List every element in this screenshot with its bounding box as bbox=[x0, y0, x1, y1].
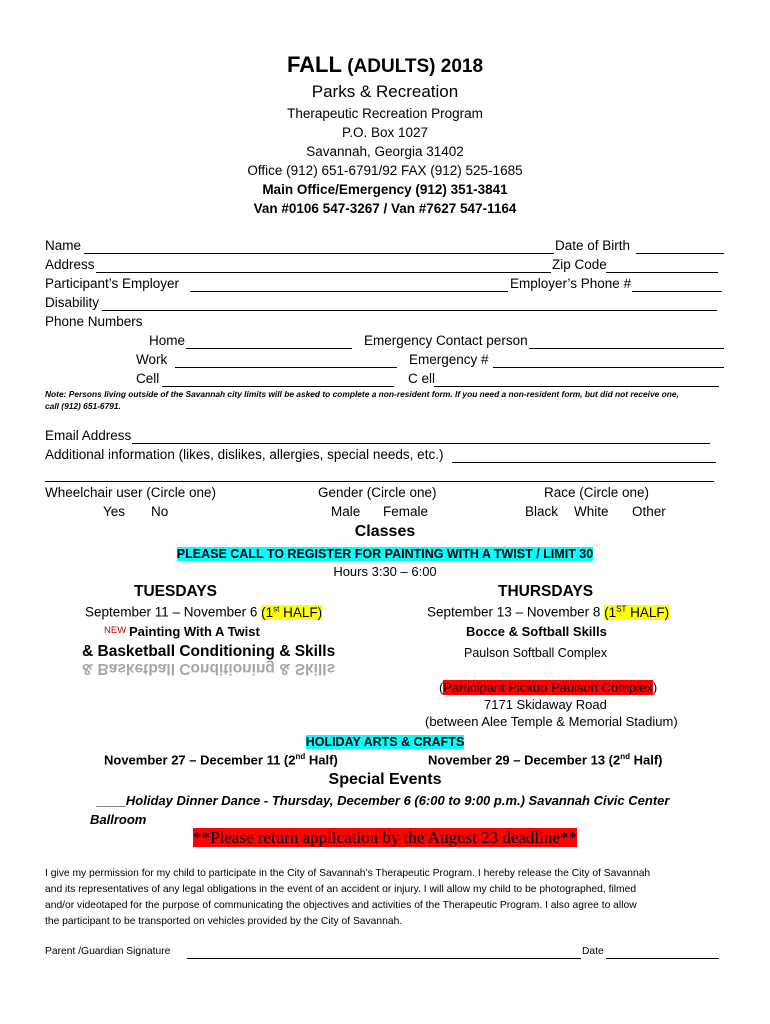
deadline-notice: **Please return application by the August 23 deadline** bbox=[193, 828, 577, 847]
office-phone: Office (912) 651-6791/92 FAX (912) 525-1685 bbox=[247, 163, 523, 178]
holiday-tuesday-dates: November 27 – December 11 (2nd Half) bbox=[104, 752, 338, 768]
name-label: Name bbox=[45, 238, 82, 253]
signature-date-field[interactable] bbox=[606, 958, 719, 959]
non-resident-note-phone: call (912) 651-6791. bbox=[45, 401, 121, 411]
wheelchair-yes[interactable]: Yes bbox=[103, 504, 126, 519]
emergency-number-field[interactable] bbox=[493, 367, 724, 368]
holiday-arts-heading: HOLIDAY ARTS & CRAFTS bbox=[305, 735, 465, 749]
new-badge: NEW bbox=[104, 625, 127, 636]
emergency-contact-label: Emergency Contact person bbox=[364, 333, 528, 348]
dinner-dance-event: ____Holiday Dinner Dance - Thursday, December 6 (6:00 to 9:00 p.m.) Savannah Civic Center bbox=[97, 793, 670, 808]
work-phone-label: Work bbox=[136, 352, 168, 367]
between-landmarks: (between Alee Temple & Memorial Stadium) bbox=[425, 714, 678, 729]
cell-phone-field[interactable] bbox=[162, 386, 394, 387]
first-half-badge: (1ST HALF) bbox=[604, 604, 670, 620]
non-resident-note: Note: Persons living outside of the Savannah city limits will be asked to complete a non-resident form. If you need a non-resident form, but did not receive one, bbox=[45, 389, 679, 399]
phone-numbers-label: Phone Numbers bbox=[45, 314, 143, 329]
cell-phone-label: Cell bbox=[136, 371, 160, 386]
employer-field[interactable] bbox=[190, 291, 508, 292]
employer-phone-label: Employer’s Phone # bbox=[510, 276, 632, 291]
basketball-conditioning-reflection: & Basketball Conditioning & Skills bbox=[82, 660, 336, 677]
disability-field[interactable] bbox=[102, 310, 717, 311]
paulson-complex: Paulson Softball Complex bbox=[464, 646, 608, 660]
emergency-cell-label: C ell bbox=[408, 371, 436, 386]
form-title: FALL (ADULTS) 2018 bbox=[286, 52, 484, 77]
emergency-phone: Main Office/Emergency (912) 351-3841 bbox=[262, 182, 508, 197]
zip-field[interactable] bbox=[606, 272, 718, 273]
first-half-badge: (1st HALF) bbox=[261, 604, 323, 620]
name-field[interactable] bbox=[84, 253, 554, 254]
wheelchair-label: Wheelchair user (Circle one) bbox=[45, 485, 217, 500]
email-field[interactable] bbox=[132, 443, 710, 444]
permission-line-1: I give my permission for my child to participate in the City of Savannah’s Therapeutic Program. I hereby release the City of Savannah bbox=[45, 868, 651, 879]
program-name: Therapeutic Recreation Program bbox=[287, 106, 483, 121]
emergency-contact-field[interactable] bbox=[529, 348, 724, 349]
wheelchair-no[interactable]: No bbox=[151, 504, 169, 519]
additional-info-line2[interactable] bbox=[45, 481, 714, 482]
thursdays-heading: THURSDAYS bbox=[498, 583, 594, 600]
address-field[interactable] bbox=[96, 272, 551, 273]
tuesdays-heading: TUESDAYS bbox=[134, 583, 217, 600]
zip-label: Zip Code bbox=[552, 257, 607, 272]
gender-female[interactable]: Female bbox=[383, 504, 429, 519]
permission-line-4: the participant to be transported on vehicles provided by the City of Savannah. bbox=[45, 916, 403, 927]
address-label: Address bbox=[45, 257, 95, 272]
holiday-thursday-dates: November 29 – December 13 (2nd Half) bbox=[428, 752, 663, 768]
basketball-conditioning: & Basketball Conditioning & Skills bbox=[82, 643, 336, 660]
additional-info-label: Additional information (likes, dislikes, allergies, special needs, etc.) bbox=[45, 447, 444, 462]
dob-field[interactable] bbox=[636, 253, 724, 254]
city-address: Savannah, Georgia 31402 bbox=[306, 144, 464, 159]
permission-line-2: and its representatives of any legal obligations in the event of an accident or injury. I will allow my child to be photographed, filmed bbox=[45, 884, 637, 895]
additional-info-field[interactable] bbox=[452, 462, 716, 463]
home-phone-label: Home bbox=[149, 333, 186, 348]
home-phone-field[interactable] bbox=[186, 348, 352, 349]
employer-phone-field[interactable] bbox=[632, 291, 722, 292]
bocce-softball: Bocce & Softball Skills bbox=[466, 624, 607, 639]
pickup-location: (Participant Pickup Paulson Complex) bbox=[439, 680, 658, 695]
painting-with-a-twist: Painting With A Twist bbox=[129, 624, 260, 639]
gender-label: Gender (Circle one) bbox=[318, 485, 437, 500]
race-white[interactable]: White bbox=[574, 504, 609, 519]
emergency-cell-field[interactable] bbox=[434, 386, 719, 387]
van-phones: Van #0106 547-3267 / Van #7627 547-1164 bbox=[253, 201, 517, 216]
emergency-number-label: Emergency # bbox=[409, 352, 489, 367]
employer-label: Participant’s Employer bbox=[45, 276, 180, 291]
gender-male[interactable]: Male bbox=[331, 504, 361, 519]
dob-label: Date of Birth bbox=[555, 238, 631, 253]
po-box: P.O. Box 1027 bbox=[341, 125, 429, 140]
tuesdays-dates: September 11 – November 6 (1st HALF) bbox=[85, 604, 323, 620]
classes-heading: Classes bbox=[354, 523, 416, 540]
email-label: Email Address bbox=[45, 428, 132, 443]
work-phone-field[interactable] bbox=[175, 367, 397, 368]
race-black[interactable]: Black bbox=[525, 504, 559, 519]
skidaway-address: 7171 Skidaway Road bbox=[484, 697, 607, 712]
permission-line-3: and/or videotaped for the purpose of communicating the objectives and activities of the Therapeutic Program. I also agree to allow bbox=[45, 900, 637, 911]
signature-date-label: Date bbox=[582, 946, 604, 957]
signature-label: Parent /Guardian Signature bbox=[45, 946, 171, 957]
signature-field[interactable] bbox=[187, 958, 581, 959]
class-hours: Hours 3:30 – 6:00 bbox=[333, 564, 437, 579]
painting-registration-notice: PLEASE CALL TO REGISTER FOR PAINTING WITH A TWIST / LIMIT 30 bbox=[176, 547, 594, 561]
special-events-heading: Special Events bbox=[328, 771, 442, 788]
race-other[interactable]: Other bbox=[632, 504, 666, 519]
dinner-dance-venue: Ballroom bbox=[90, 812, 147, 827]
race-label: Race (Circle one) bbox=[544, 485, 650, 500]
subtitle: Parks & Recreation bbox=[311, 82, 459, 101]
thursdays-dates: September 13 – November 8 (1ST HALF) bbox=[427, 604, 670, 620]
disability-label: Disability bbox=[45, 295, 100, 310]
dinner-dance-checkbox[interactable]: ____ bbox=[97, 793, 126, 808]
